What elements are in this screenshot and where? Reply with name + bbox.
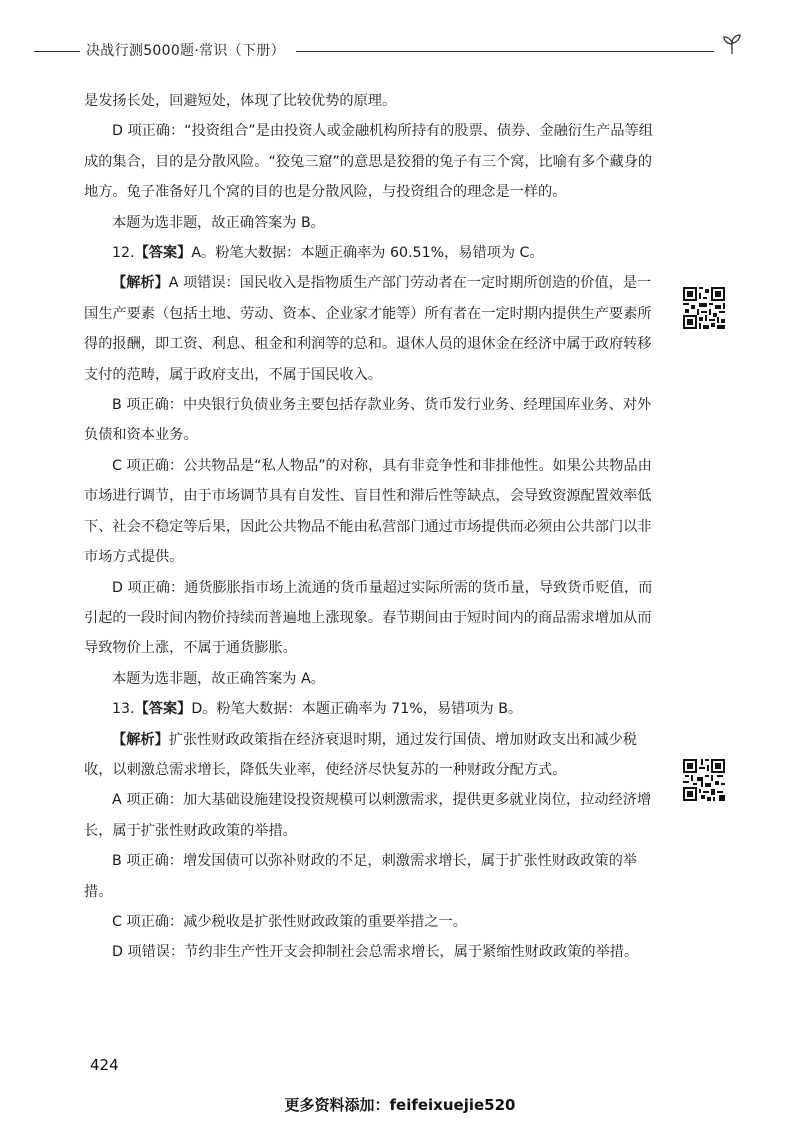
header-rule-right <box>296 51 714 52</box>
q12-analysis <box>84 268 658 390</box>
page-content <box>84 86 658 968</box>
q12-analysis-tag: 【解析】 <box>112 275 169 292</box>
q13-b-item: B 项正确：增发国债可以弥补财政的不足，刺激需求增长，属于扩张性财政政策的举措。 <box>84 853 637 900</box>
qr-code-icon[interactable] <box>681 285 727 331</box>
q13-analysis-tag: 【解析】 <box>112 731 169 748</box>
q13-a-item: A 项正确：加大基础设施建设投资规模可以刺激需求，提供更多就业岗位，拉动经济增长，属于扩张性财政政策的举措。 <box>84 792 652 839</box>
q13-answer <box>84 694 658 724</box>
q12-number: 12. <box>112 245 135 262</box>
q12-d-item: D 项正确：通货膨胀指市场上流通的货币量超过实际所需的货币量，导致货币贬值，而引起的一段时间内物价持续而普遍地上涨现象。春节期间由于短时间内的商品需求增加从而导致物价上涨，不属于通货膨胀。 <box>84 579 653 657</box>
header-title: 决战行测5000题·常识（下册） <box>86 43 285 59</box>
q12-b-item: B 项正确：中央银行负债业务主要包括存款业务、货币发行业务、经理国库业务、对外负债和资本业务。 <box>84 397 652 444</box>
page-number: 424 <box>90 1056 119 1074</box>
sprout-icon <box>720 32 744 56</box>
intro-conclusion: 本题为选非题，故正确答案为 B。 <box>112 214 325 231</box>
q12-c-item: C 项正确：公共物品是“私人物品”的对称，具有非竞争性和非排他性。如果公共物品由市场进行调节，由于市场调节具有自发性、盲目性和滞后性等缺点，会导致资源配置效率低下、社会不稳定等后果，因此公共物品不能由私营部门通过市场提供而必须由公共部门以非市场方式提供。 <box>84 457 652 566</box>
q12-answer-tag: 【答案】 <box>134 245 192 262</box>
intro-line: 是发扬长处，回避短处，体现了比较优势的原理。 <box>84 93 397 109</box>
q13-analysis-text: 扩张性财政政策指在经济衰退时期，通过发行国债、增加财政支出和减少税收，以刺激总需求增长，降低失业率，使经济尽快复苏的一种财政分配方式。 <box>84 731 637 778</box>
intro-d-item: D 项正确：“投资组合”是由投资人或金融机构所持有的股票、债券、金融衍生产品等组成的集合，目的是分散风险。“狡兔三窟”的意思是狡猾的兔子有三个窝，比喻有多个藏身的地方。兔子准备好几个窝的目的也是分散风险，与投资组合的理念是一样的。 <box>84 123 653 201</box>
q13-d-item: D 项错误：节约非生产性开支会抑制社会总需求增长，属于紧缩性财政政策的举措。 <box>112 944 639 961</box>
q13-answer-text: D。粉笔大数据：本题正确率为 71%，易错项为 B。 <box>191 701 523 718</box>
footer-note: 更多资料添加：feifeixuejie520 <box>284 1096 516 1114</box>
q13-analysis <box>84 725 658 786</box>
q12-answer-text: A。粉笔大数据：本题正确率为 60.51%，易错项为 C。 <box>191 245 544 262</box>
q12-conclusion: 本题为选非题，故正确答案为 A。 <box>112 670 325 687</box>
q13-answer-tag: 【答案】 <box>134 701 192 718</box>
header-rule-left <box>34 51 80 52</box>
page-header <box>34 38 714 62</box>
q13-number: 13. <box>112 701 135 718</box>
q12-answer <box>84 238 658 268</box>
q13-c-item: C 项正确：减少税收是扩张性财政政策的重要举措之一。 <box>112 913 467 930</box>
q12-a-item: A 项错误：国民收入是指物质生产部门劳动者在一定时期所创造的价值，是一国生产要素（包括土地、劳动、资本、企业家才能等）所有者在一定时期内提供生产要素所得的报酬，即工资、利息、租金和利润等的总和。退休人员的退休金在经济中属于政府转移支付的范畴，属于政府支出，不属于国民收入。 <box>84 275 652 383</box>
qr-code-icon[interactable] <box>681 757 727 803</box>
